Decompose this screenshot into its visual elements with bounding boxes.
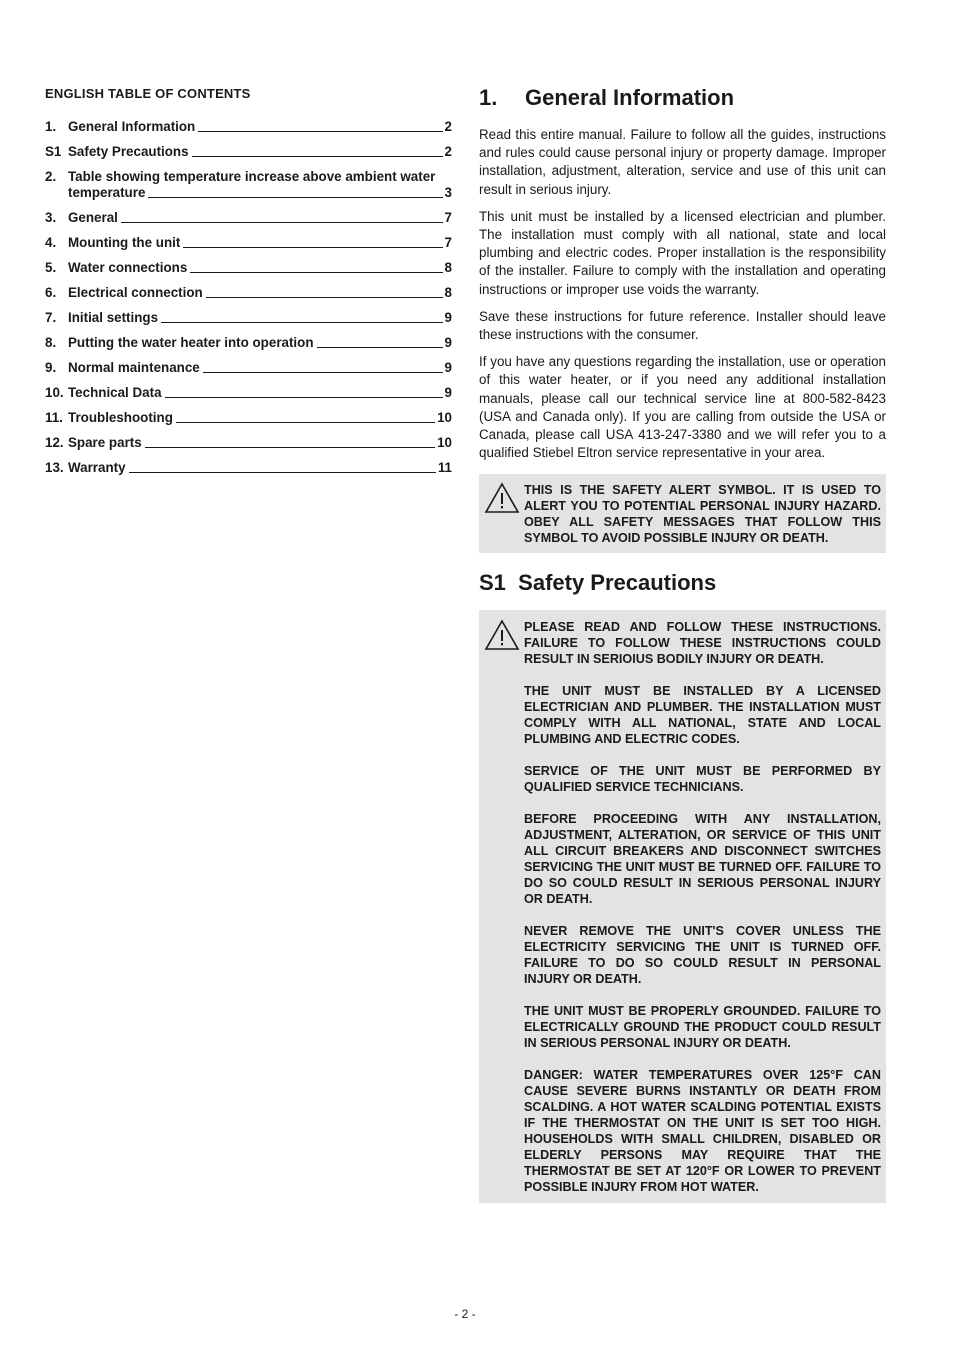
toc-entry-page: 3 — [444, 185, 452, 200]
toc-leader-line — [198, 131, 442, 132]
toc-entry-number: 5. — [45, 260, 57, 275]
toc-entry-number: 1. — [45, 119, 57, 134]
toc-entry-page: 10 — [437, 435, 452, 450]
toc-entry-title: Initial settings — [68, 310, 159, 325]
safety-precautions-text — [524, 619, 881, 1195]
toc-entry-initial-settings[interactable] — [45, 301, 452, 326]
safety-alert-box — [479, 474, 886, 553]
precaution-licensed-installer: THE UNIT MUST BE INSTALLED BY A LICENSED ELECTRICIAN AND PLUMBER. THE INSTALLATION MUST COMPLY WITH ALL NATIONAL, STATE AND LOCAL PLUMBING AND ELECTRIC CODES. — [524, 684, 881, 747]
toc-entry-title: Table showing temperature increase above ambient water — [68, 169, 436, 184]
toc-leader-line — [317, 347, 443, 348]
toc-entry-number: 13. — [45, 460, 64, 475]
toc-entry-number: 4. — [45, 235, 57, 250]
toc-entry-general-information[interactable] — [45, 110, 452, 135]
toc-entry-page: 8 — [444, 285, 452, 300]
toc-entry-number: 10. — [45, 385, 64, 400]
toc-entry-warranty[interactable] — [45, 451, 452, 476]
section-title: General Information — [525, 85, 735, 110]
paragraph-contact-service: If you have any questions regarding the installation, use or operation of this water heater, or if you need any additional installation manuals, please call our technical service line at 800-582-8423 (USA and Canada only). If you are calling from outside the USA or Canada, please call USA 413-247-3380 and we will refer you to a qualified Stiebel Eltron service representative in your area. — [479, 354, 886, 461]
safety-alert-text — [524, 482, 881, 546]
toc-entry-page: 2 — [444, 119, 452, 134]
main-content — [479, 84, 886, 1203]
toc-entry-page: 9 — [444, 335, 452, 350]
toc-entry-number: 11. — [45, 410, 63, 425]
toc-entry-general[interactable] — [45, 201, 452, 226]
table-of-contents — [45, 86, 452, 476]
toc-leader-line — [129, 472, 436, 473]
toc-entry-number: 2. — [45, 169, 57, 184]
toc-entry-safety-precautions[interactable] — [45, 135, 452, 160]
toc-entry-title: Safety Precautions — [68, 144, 189, 159]
toc-entry-title: Normal maintenance — [68, 360, 200, 375]
toc-entry-title: Spare parts — [68, 435, 142, 450]
toc-entry-page: 11 — [437, 460, 452, 475]
section-number: S1 — [479, 570, 506, 596]
toc-entry-title: General — [68, 210, 118, 225]
page-number: - 2 - — [454, 1307, 476, 1321]
precaution-qualified-service: SERVICE OF THE UNIT MUST BE PERFORMED BY QUALIFIED SERVICE TECHNICIANS. — [524, 764, 881, 795]
toc-entry-troubleshooting[interactable] — [45, 401, 452, 426]
toc-leader-line — [183, 247, 442, 248]
section-number: 1. — [479, 85, 498, 110]
toc-leader-line — [148, 197, 442, 198]
toc-entry-number: 12. — [45, 435, 64, 450]
section-heading-general-information — [479, 84, 886, 112]
toc-entry-number: 8. — [45, 335, 57, 350]
toc-entry-number: 6. — [45, 285, 57, 300]
section-heading-safety-precautions — [479, 569, 886, 597]
precaution-cover-removal: NEVER REMOVE THE UNIT'S COVER UNLESS THE ELECTRICITY SERVICING THE UNIT IS TURNED OFF. FAILURE TO DO SO COULD RESULT IN PERSONAL INJURY OR DEATH. — [524, 924, 881, 987]
toc-entry-number: 3. — [45, 210, 57, 225]
toc-leader-line — [161, 322, 443, 323]
toc-entry-title: Putting the water heater into operation — [68, 335, 314, 350]
paragraph-save-instructions: Save these instructions for future reference. Installer should leave these instructions with the consumer. — [479, 308, 886, 343]
warning-triangle-icon — [484, 482, 524, 546]
toc-entry-page: 8 — [444, 260, 452, 275]
toc-entry-page: 9 — [444, 385, 452, 400]
toc-entry-page: 7 — [444, 235, 452, 250]
toc-entry-operation[interactable] — [45, 326, 452, 351]
toc-entry-title: Mounting the unit — [68, 235, 181, 250]
toc-entry-title-continued: temperature — [68, 185, 146, 200]
toc-leader-line — [145, 447, 435, 448]
toc-entry-title: Water connections — [68, 260, 188, 275]
toc-leader-line — [190, 272, 442, 273]
toc-entry-title: Electrical connection — [68, 285, 203, 300]
section-title: Safety Precautions — [518, 570, 717, 596]
toc-entry-number: S1 — [45, 144, 62, 159]
toc-entry-temperature-table[interactable] — [45, 160, 452, 201]
toc-entry-number: 9. — [45, 360, 57, 375]
precaution-read-instructions: PLEASE READ AND FOLLOW THESE INSTRUCTIONS. FAILURE TO FOLLOW THESE INSTRUCTIONS COULD RESULT IN SERIOIUS BODILY INJURY OR DEATH. — [524, 620, 881, 667]
paragraph-installation-requirements: This unit must be installed by a licensed electrician and plumber. The installation must comply with all national, state and local plumbing and electric codes. Proper installation is the responsibility of the installer. Failure to comply with the installation and operating instructions or improper use voids the warranty. — [479, 208, 886, 297]
toc-entry-page: 9 — [444, 360, 452, 375]
toc-leader-line — [206, 297, 443, 298]
toc-leader-line — [165, 397, 443, 398]
toc-entry-spare-parts[interactable] — [45, 426, 452, 451]
toc-entry-title: Warranty — [68, 460, 126, 475]
warning-triangle-icon — [484, 619, 524, 1195]
precaution-scalding-danger: DANGER: WATER TEMPERATURES OVER 125°F CAN CAUSE SEVERE BURNS INSTANTLY OR DEATH FROM SCALDING. A HOT WATER SCALDING POTENTIAL EXISTS IF THE THERMOSTAT ON THE UNIT IS SET TOO HIGH. HOUSEHOLDS WITH SMALL CHILDREN, DISABLED OR ELDERLY PERSONS MAY REQUIRE THAT THE THERMOSTAT BE SET AT 120°F OR LOWER TO PREVENT POSSIBLE INJURY FROM HOT WATER. — [524, 1068, 881, 1195]
safety-precautions-box — [479, 610, 886, 1203]
toc-leader-line — [203, 372, 443, 373]
toc-entry-mounting[interactable] — [45, 226, 452, 251]
toc-entry-water-connections[interactable] — [45, 251, 452, 276]
toc-entry-page: 9 — [444, 310, 452, 325]
toc-heading: ENGLISH TABLE OF CONTENTS — [45, 86, 251, 101]
alert-message: THIS IS THE SAFETY ALERT SYMBOL. IT IS USED TO ALERT YOU TO POTENTIAL PERSONAL INJURY HAZARD. OBEY ALL SAFETY MESSAGES THAT FOLLOW THIS SYMBOL TO AVOID POSSIBLE INJURY OR DEATH. — [524, 483, 881, 546]
toc-entry-technical-data[interactable] — [45, 376, 452, 401]
toc-entry-maintenance[interactable] — [45, 351, 452, 376]
toc-entry-electrical-connection[interactable] — [45, 276, 452, 301]
toc-entry-page: 10 — [437, 410, 452, 425]
toc-entry-number: 7. — [45, 310, 57, 325]
toc-entry-page: 7 — [444, 210, 452, 225]
toc-leader-line — [192, 156, 443, 157]
precaution-grounding: THE UNIT MUST BE PROPERLY GROUNDED. FAILURE TO ELECTRICALLY GROUND THE PRODUCT COULD RESULT IN SERIOUS PERSONAL INJURY OR DEATH. — [524, 1004, 881, 1051]
toc-leader-line — [176, 422, 435, 423]
precaution-disconnect-power: BEFORE PROCEEDING WITH ANY INSTALLATION, ADJUSTMENT, ALTERATION, OR SERVICE OF THIS UNIT ALL CIRCUIT BREAKERS AND DISCONNECT SWITCHES SERVICING THE UNIT MUST BE TURNED OFF. FAILURE TO DO SO COULD RESULT IN SERIOUS PERSONAL INJURY OR DEATH. — [524, 812, 881, 907]
toc-entry-title: General Information — [68, 119, 196, 134]
toc-entry-title: Technical Data — [68, 385, 162, 400]
toc-entry-page: 2 — [444, 144, 452, 159]
toc-entry-title: Troubleshooting — [68, 410, 173, 425]
paragraph-read-manual: Read this entire manual. Failure to follow all the guides, instructions and rules could cause personal injury or property damage. Improper installation, adjustment, alteration, service and use of this unit can result in serious injury. — [479, 127, 886, 197]
toc-leader-line — [121, 222, 443, 223]
